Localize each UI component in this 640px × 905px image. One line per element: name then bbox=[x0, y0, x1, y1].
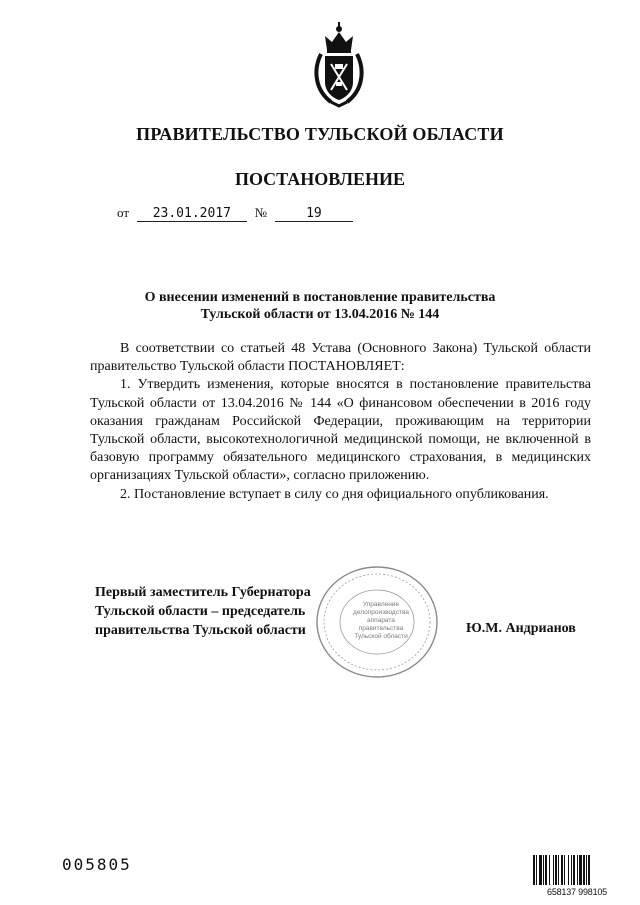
document-date: 23.01.2017 bbox=[137, 206, 247, 222]
subject-line-2: Тульской области от 13.04.2016 № 144 bbox=[200, 307, 440, 322]
number-label: № bbox=[254, 205, 268, 220]
subject-line-1: О внесении изменений в постановление правительства bbox=[144, 290, 496, 305]
organization-title: ПРАВИТЕЛЬСТВО ТУЛЬСКОЙ ОБЛАСТИ bbox=[136, 124, 504, 144]
barcode-number: 658137 998105 bbox=[547, 887, 607, 897]
form-serial-number: 005805 bbox=[62, 855, 132, 874]
document-type-heading: ПОСТАНОВЛЕНИЕ bbox=[234, 169, 406, 189]
preamble-paragraph: В соответствии со статьей 48 Устава (Основного Закона) Тульской области правительство Тульской области ПОСТАНОВЛЯЕТ: bbox=[90, 341, 591, 375]
position-line-2: Тульской области – председатель bbox=[95, 604, 306, 619]
document-number: 19 bbox=[275, 206, 353, 222]
item-2-paragraph: 2. Постановление вступает в силу со дня официального опубликования. bbox=[120, 486, 549, 502]
item-1-paragraph: 1. Утвердить изменения, которые вносятся в постановление правительства Тульской области от 13.04.2016 № 144 «О финансовом обеспечении в 2016 году оказания гражданам Российской Федерации, проживающим на территории Тульской области, высокотехнологичной медицинской помощи, не включенной в базовую программу обязательного медицинского страхования, в медицинских организациях Тульской области», согласно приложению. bbox=[90, 377, 591, 484]
document-body bbox=[90, 340, 591, 504]
document-subject bbox=[0, 289, 640, 323]
barcode bbox=[532, 855, 622, 885]
position-line-1: Первый заместитель Губернатора bbox=[95, 585, 311, 600]
signatory-name: Ю.М. Андрианов bbox=[466, 621, 576, 636]
date-label: от bbox=[117, 205, 130, 220]
tula-coat-of-arms-emblem bbox=[311, 20, 367, 108]
seal-text: Управление делопроизводства аппарата правительства Тульской области bbox=[353, 601, 409, 640]
registration-line bbox=[117, 205, 353, 222]
signatory-position bbox=[95, 583, 311, 640]
position-line-3: правительства Тульской области bbox=[95, 623, 306, 638]
